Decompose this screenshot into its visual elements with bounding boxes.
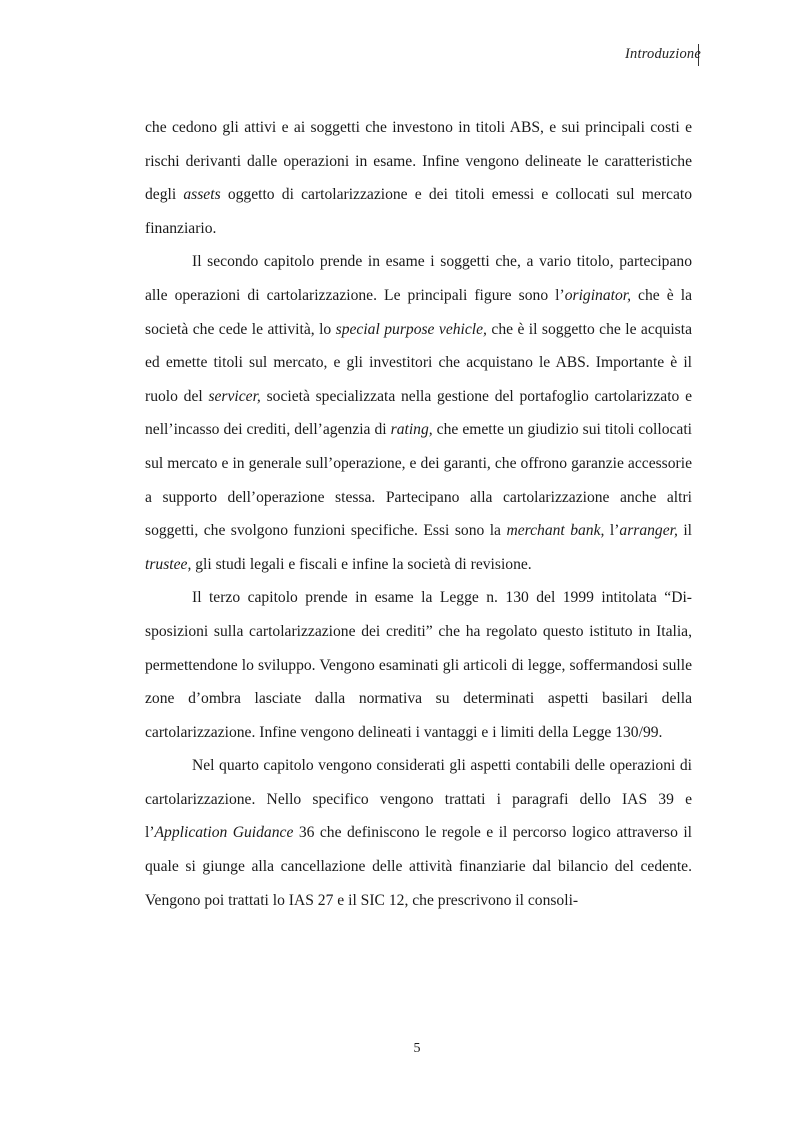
- text-run: Il secondo capitolo prende in esame i soggetti che, a vario titolo, partecipano alle operazioni di cartolarizzazione. Le principali figure sono l’: [145, 253, 692, 304]
- italic-term: originator,: [564, 286, 631, 304]
- text-run: oggetto di cartolarizzazione e dei titoli emessi e collocati sul mercato finanziario.: [145, 186, 692, 237]
- paragraph: [145, 581, 692, 749]
- running-header: Introduzione: [625, 46, 701, 62]
- text-run: gli studi legali e fiscali e infine la società di revisione.: [191, 555, 532, 573]
- text-run: che emette un giudizio sui titoli collocati sul mercato e in generale sull’operazione, e dei garanti, che offrono garanzie accessorie a supporto dell’operazione stessa. Partecipano alla cartolarizzazione anche altri soggetti, che svolgono funzioni specifiche. Essi sono la: [145, 421, 692, 540]
- italic-term: arranger,: [619, 522, 678, 540]
- paragraph: [145, 111, 692, 245]
- italic-term: special purpose vehicle,: [335, 320, 487, 338]
- text-run: società specializzata nella gestione del portafoglio cartolarizzato e nell’incasso dei crediti, dell’agenzia di: [145, 387, 692, 439]
- italic-term: trustee,: [145, 555, 192, 573]
- italic-term: merchant bank,: [506, 522, 605, 540]
- italic-term: rating,: [390, 421, 433, 439]
- text-run: il: [677, 522, 692, 540]
- italic-term: Application Guidance: [154, 824, 294, 842]
- text-run: Nel quarto capitolo vengono considerati gli aspetti contabili delle operazioni di cartolarizzazione. Nello specifico vengono trattati i paragrafi dello IAS 39 e l’: [145, 757, 692, 842]
- text-run: l’: [604, 522, 620, 540]
- page-number: 5: [413, 1041, 421, 1056]
- text-run: che è la società che cede le attività, lo: [145, 286, 692, 338]
- paragraph: [145, 749, 692, 917]
- paragraph: [145, 245, 692, 581]
- text-run: che è il soggetto che le acquista ed emette titoli sul mercato, e gli investitori che acquistano le ABS. Importante è il ruolo del: [145, 320, 693, 405]
- text-run: che cedono gli attivi e ai soggetti che investono in titoli ABS, e sui principali costi e rischi derivanti dalle operazioni in esame. Infine vengono delineate le caratteristiche degli: [145, 119, 692, 204]
- text-run: Il terzo capitolo prende in esame la Legge n. 130 del 1999 intitolata “Disposizioni sulla cartolarizzazione dei crediti” che ha regolato questo istituto in Italia, permettendone lo sviluppo. Vengono esaminati gli articoli di legge, soffermandosi sulle zone d’ombra lasciate dalla normativa su determinati aspetti basilari della cartolarizzazione. Infine vengono delineati i vantaggi e i limiti della Legge 130/99.: [145, 589, 692, 741]
- italic-term: servicer,: [208, 387, 261, 405]
- italic-term: assets: [183, 186, 221, 204]
- text-run: 36 che definiscono le regole e il percorso logico attraverso il quale si giunge alla cancellazione delle attività finanziarie dal bilancio del cedente. Vengono poi trattati lo IAS 27 e il SIC 12, che prescrivono il consoli-: [145, 824, 692, 909]
- body-text: [145, 111, 692, 917]
